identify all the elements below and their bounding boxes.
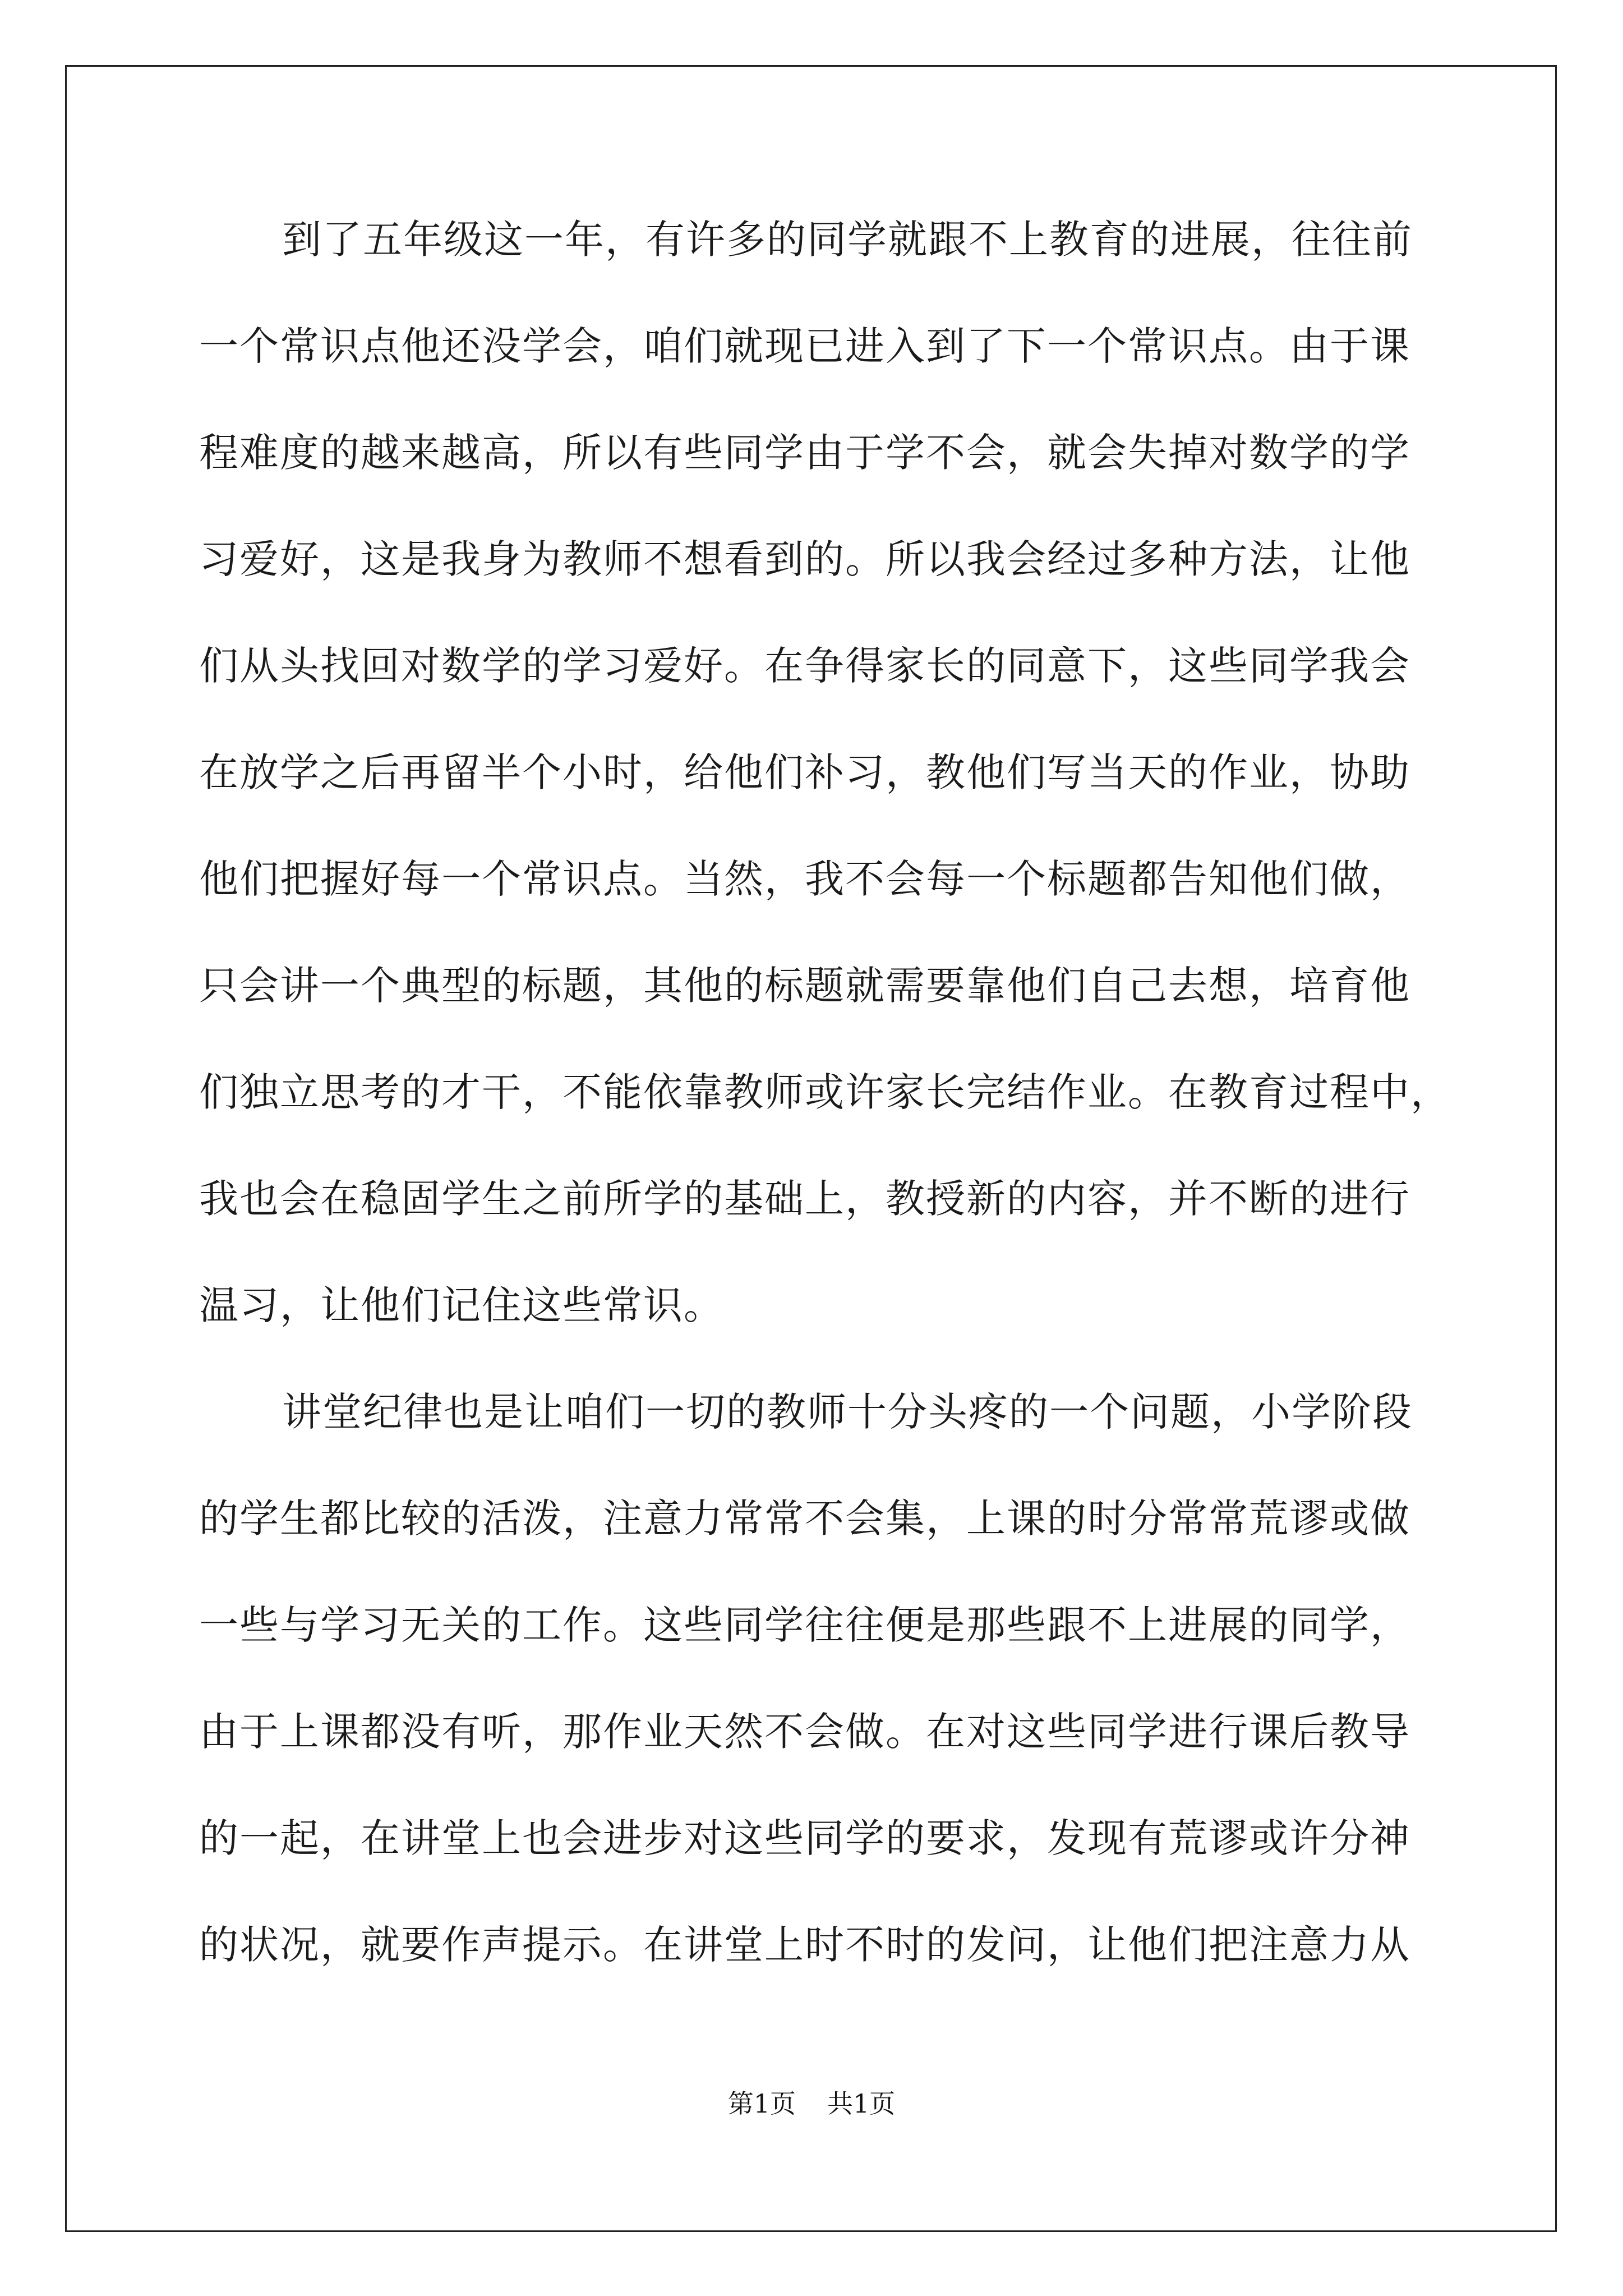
paragraph-1-line: 程难度的越来越高，所以有些同学由于学不会，就会失掉对数学的学 <box>199 430 1410 476</box>
paragraph-1-line: 习爱好，这是我身为教师不想看到的。所以我会经过多种方法，让他 <box>199 536 1410 582</box>
paragraph-1-line: 们独立思考的才干，不能依靠教师或许家长完结作业。在教育过程中， <box>199 1069 1451 1115</box>
page-total: 共1页 <box>827 2088 896 2119</box>
paragraph-1-line: 只会讲一个典型的标题，其他的标题就需要靠他们自己去想，培育他 <box>199 963 1410 1009</box>
paragraph-2-line: 讲堂纪律也是让咱们一切的教师十分头疼的一个问题，小学阶段 <box>282 1389 1413 1435</box>
paragraph-1-line: 到了五年级这一年，有许多的同学就跟不上教育的进展，往往前 <box>282 217 1413 263</box>
paragraph-2-line: 由于上课都没有听，那作业天然不会做。在对这些同学进行课后教导 <box>199 1709 1410 1755</box>
paragraph-2-line: 的状况，就要作声提示。在讲堂上时不时的发问，让他们把注意力从 <box>199 1922 1410 1968</box>
paragraph-2-line: 的一起，在讲堂上也会进步对这些同学的要求，发现有荒谬或许分神 <box>199 1815 1410 1861</box>
paragraph-2-line: 一些与学习无关的工作。这些同学往往便是那些跟不上进展的同学， <box>199 1602 1410 1648</box>
paragraph-2-line: 的学生都比较的活泼，注意力常常不会集，上课的时分常常荒谬或做 <box>199 1496 1410 1542</box>
paragraph-1-line: 在放学之后再留半个小时，给他们补习，教他们写当天的作业，协助 <box>199 749 1410 795</box>
paragraph-1-line: 我也会在稳固学生之前所学的基础上，教授新的内容，并不断的进行 <box>199 1176 1410 1222</box>
page-footer <box>0 2087 1623 2120</box>
document-body <box>199 213 1451 2025</box>
paragraph-1-line: 温习，让他们记住这些常识。 <box>199 1282 724 1328</box>
paragraph-1-line: 们从头找回对数学的学习爱好。在争得家长的同意下，这些同学我会 <box>199 643 1410 689</box>
paragraph-1-line: 他们把握好每一个常识点。当然，我不会每一个标题都告知他们做， <box>199 856 1410 902</box>
paragraph-1-line: 一个常识点他还没学会，咱们就现已进入到了下一个常识点。由于课 <box>199 323 1410 369</box>
page-number: 第1页 <box>727 2088 796 2119</box>
